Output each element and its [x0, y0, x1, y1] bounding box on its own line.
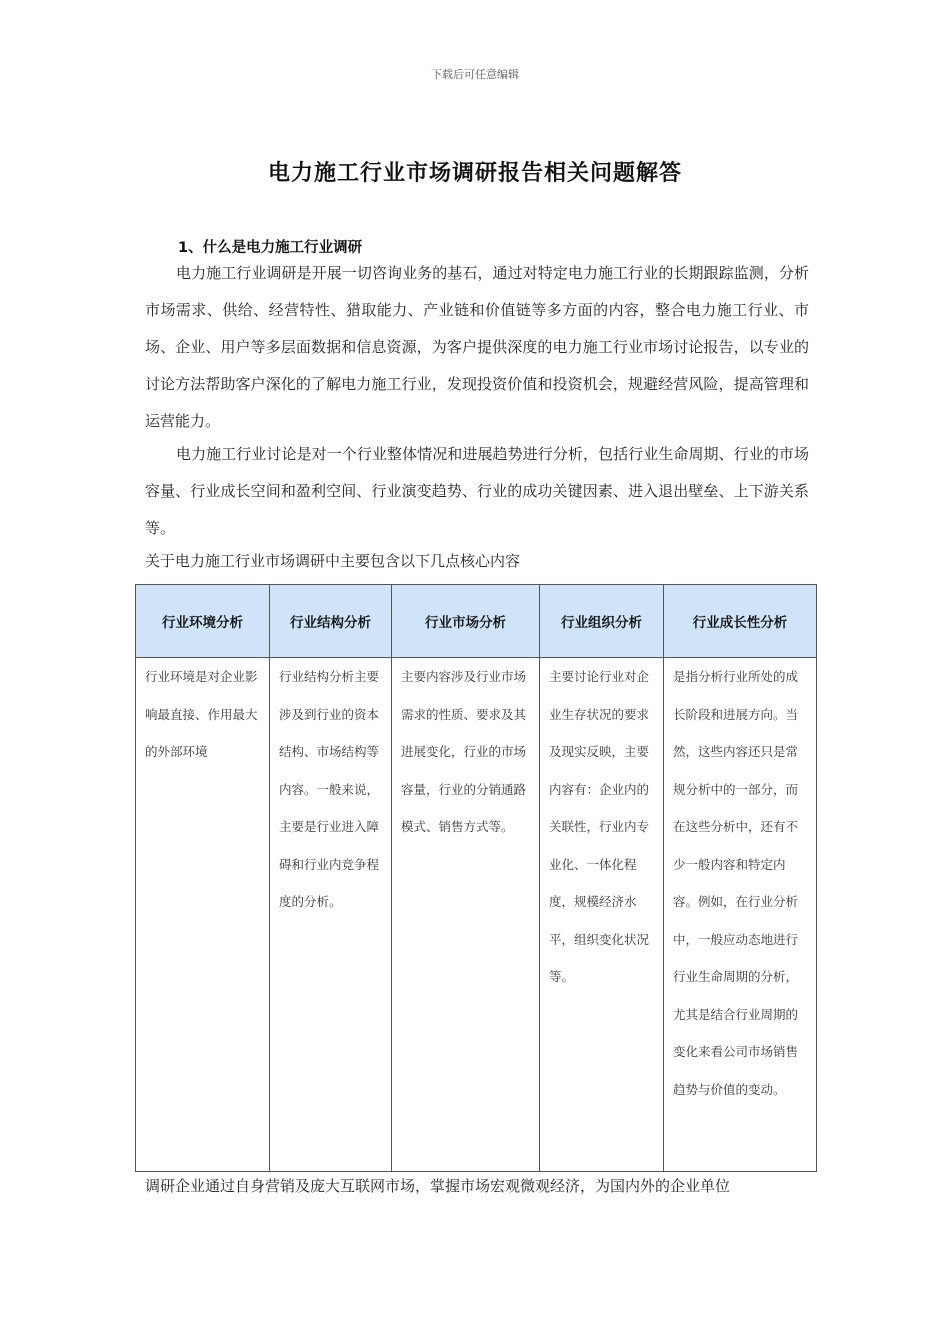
section-heading: 1、什么是电力施工行业调研	[178, 240, 363, 256]
cell-industry-growth: 是指分析行业所处的成长阶段和进展方向。当然，这些内容还只是常规分析中的一部分，而在这些分析中，还有不少一般内容和特定内容。例如，在行业分析中，一般应动态地进行行业生命周期的分析，尤其是结合行业周期的变化来看公司市场销售趋势与价值的变动。	[664, 658, 817, 1172]
core-content-table	[135, 584, 817, 1172]
cell-industry-structure: 行业结构分析主要涉及到行业的资本结构、市场结构等内容。一般来说，主要是行业进入障碍和行业内竞争程度的分析。	[270, 658, 392, 1172]
paragraph-1: 电力施工行业调研是开展一切咨询业务的基石，通过对特定电力施工行业的长期跟踪监测，分析市场需求、供给、经营特性、猎取能力、产业链和价值链等多方面的内容，整合电力施工行业、市场、企业、用户等多层面数据和信息资源，为客户提供深度的电力施工行业市场讨论报告，以专业的讨论方法帮助客户深化的了解电力施工行业，发现投资价值和投资机会，规避经营风险，提高管理和运营能力。	[145, 264, 809, 430]
cell-industry-organization: 主要讨论行业对企业生存状况的要求及现实反映，主要内容有：企业内的关联性，行业内专业化、一体化程度，规模经济水平，组织变化状况等。	[540, 658, 664, 1172]
table-header-row	[136, 585, 817, 658]
header-industry-environment: 行业环境分析	[136, 585, 270, 658]
table-row	[136, 658, 817, 1172]
header-note: 下载后可任意编辑	[431, 68, 519, 81]
paragraph-2: 电力施工行业讨论是对一个行业整体情况和进展趋势进行分析，包括行业生命周期、行业的市场容量、行业成长空间和盈利空间、行业演变趋势、行业的成功关键因素、进入退出壁垒、上下游关系等。	[145, 445, 809, 537]
header-industry-growth: 行业成长性分析	[664, 585, 817, 658]
table-lead-text: 关于电力施工行业市场调研中主要包含以下几点核心内容	[145, 552, 521, 570]
cell-industry-environment: 行业环境是对企业影响最直接、作用最大的外部环境	[136, 658, 270, 1172]
page-title: 电力施工行业市场调研报告相关问题解答	[267, 161, 682, 186]
header-industry-organization: 行业组织分析	[540, 585, 664, 658]
header-industry-structure: 行业结构分析	[270, 585, 392, 658]
header-industry-market: 行业市场分析	[392, 585, 540, 658]
cell-industry-market: 主要内容涉及行业市场需求的性质、要求及其进展变化，行业的市场容量，行业的分销通路模式、销售方式等。	[392, 658, 540, 1172]
bottom-paragraph: 调研企业通过自身营销及庞大互联网市场，掌握市场宏观微观经济，为国内外的企业单位	[145, 1177, 731, 1195]
